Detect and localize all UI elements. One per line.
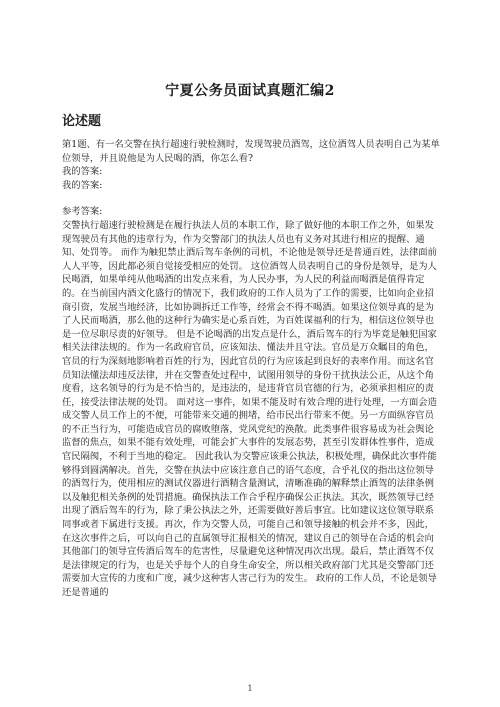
page-number: 1 xyxy=(247,684,253,693)
my-answer-label-1: 我的答案: xyxy=(62,166,103,178)
spacer xyxy=(62,192,440,205)
reference-answer-label: 参考答案: xyxy=(62,206,103,218)
my-answer-label-2: 我的答案: xyxy=(62,179,103,191)
document-title: 宁夏公务员面试真题汇编2 xyxy=(165,83,335,99)
question-text: 第1题、有一名交警在执行超速行驶检测时，发现驾驶员酒驾，这位酒驾人员表明自己为某单位领导，并且说他是为人民喝的酒，你怎么看? xyxy=(62,139,440,164)
document-body xyxy=(62,138,440,600)
reference-answer-text: 交警执行超速行驶检测是在履行执法人员的本职工作，除了做好他的本职工作之外，如果发现驾驶员有其他的违章行为，作为交警部门的执法人员也有义务对其进行相应的提醒、通知、处罚等。 而作为触犯禁止酒后驾车条例的司机，不论他是领导还是普通百姓，法律面前人人平等，因此都必须自觉接受相应的处罚。 这位酒驾人员表明自己的身份是领导，是为人民喝酒，如果单纯从他喝酒的出发点来看，为人民办事，为人民的利益而喝酒是值得肯定的。在当前国内酒文化盛行的情况下，我们政府的工作人员为了工作的需要，比如向企业招商引资，发展当地经济，比如协调拆迁工作等，经常会不得不喝酒。如果这位领导真的是为了人民而喝酒，那么他的这种行为确实是心系百姓，为百姓谋福利的行为，相信这位领导也是一位尽职尽责的好领导。 但是不论喝酒的出发点是什么，酒后驾车的行为毕竟是触犯国家相关法律法规的。作为一名政府官员，应该知法、懂法并且守法。官员是万众瞩目的角色，官员的行为深刻地影响着百姓的行为，因此官员的行为应该起到良好的表率作用。而这名官员知法懂法却违反法律，并在交警查处过程中，试图用领导的身份干扰执法公正，从这个角度看，这名领导的行为是不恰当的，是违法的，是违背官员官德的行为，必须承担相应的责任，接受法律法规的处罚。 面对这一事件，如果不能及时有效合理的进行处理，一方面会造成交警人员工作上的不便，可能带来交通的拥堵，给市民出行带来不便。另一方面纵容官员的不正当行为，可能造成官员的腐败堕落，党风党纪的涣散。此类事件很容易成为社会舆论监督的焦点，如果不能有效处理，可能会扩大事件的发展态势，甚至引发群体性事件，造成官民隔阂，不利于当地的稳定。 因此我认为交警应该秉公执法，积极处理，确保此次事件能够得到圆满解决。首先，交警在执法中应该注意自己的语气态度，合乎礼仪的指出这位领导的酒驾行为，使用相应的测试仪器进行酒精含量测试，清晰准确的解释禁止酒驾的法律条例以及触犯相关条例的处罚措施。确保执法工作合乎程序确保公正执法。其次，既然领导已经出现了酒后驾车的行为，除了秉公执法之外，还需要做好善后事宜。比如建议这位领导联系同事或者下属进行支援。再次，作为交警人员，可能自己和领导接触的机会并不多，因此，在这次事件之后，可以向自己的直属领导汇报相关的情况，建议自己的领导在合适的机会向其他部门的领导宣传酒后驾车的危害性，尽量避免这种情况再次出现。最后，禁止酒驾不仅是法律规定的行为，也是关乎每个人的自身生命安全，所以相关政府部门尤其是交警部门还需要加大宣传的力度和广度，减少这种害人害己行为的发生。 政府的工作人员，不论是领导还是普通的 xyxy=(62,219,437,598)
section-heading: 论述题 xyxy=(62,114,102,129)
